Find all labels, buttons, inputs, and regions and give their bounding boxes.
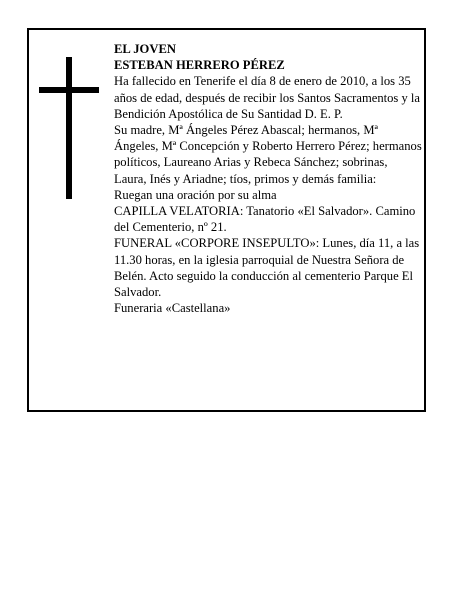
cross-horizontal-bar [39, 87, 99, 93]
notice-paragraph-family: Su madre, Mª Ángeles Pérez Abascal; hermanos, Mª Ángeles, Mª Concepción y Roberto Herrero Pérez; hermanos políticos, Laureano Arias y Rebeca Sánchez; sobrinas, Laura, Inés y Ariadne; tíos, primos y demás familia: [114, 123, 422, 186]
notice-heading-name: ESTEBAN HERRERO PÉREZ [114, 58, 285, 73]
cross-vertical-bar [66, 57, 72, 199]
notice-heading-title: EL JOVEN [114, 42, 176, 56]
notice-paragraph-death: Ha fallecido en Tenerife el día 8 de enero de 2010, a los 35 años de edad, después de recibir los Santos Sacramentos y la Bendición Apostólica de Su Santidad D. E. P. [114, 74, 421, 121]
notice-paragraph-funeral: FUNERAL «CORPORE INSEPULTO»: Lunes, día 11, a las 11.30 horas, en la iglesia parroquial de Nuestra Señora de Belén. Acto seguido la conducción al cementerio Parque El Salvador. [114, 236, 420, 300]
notice-paragraph-funeral-home: Funeraria «Castellana» [114, 301, 231, 316]
obituary-notice [27, 28, 426, 412]
notice-text [114, 41, 422, 316]
notice-paragraph-prayer: Ruegan una oración por su alma [114, 187, 277, 202]
notice-paragraph-chapel: CAPILLA VELATORIA: Tanatorio «El Salvador». Camino del Cementerio, nº 21. [114, 204, 416, 235]
cross-icon [39, 57, 99, 199]
